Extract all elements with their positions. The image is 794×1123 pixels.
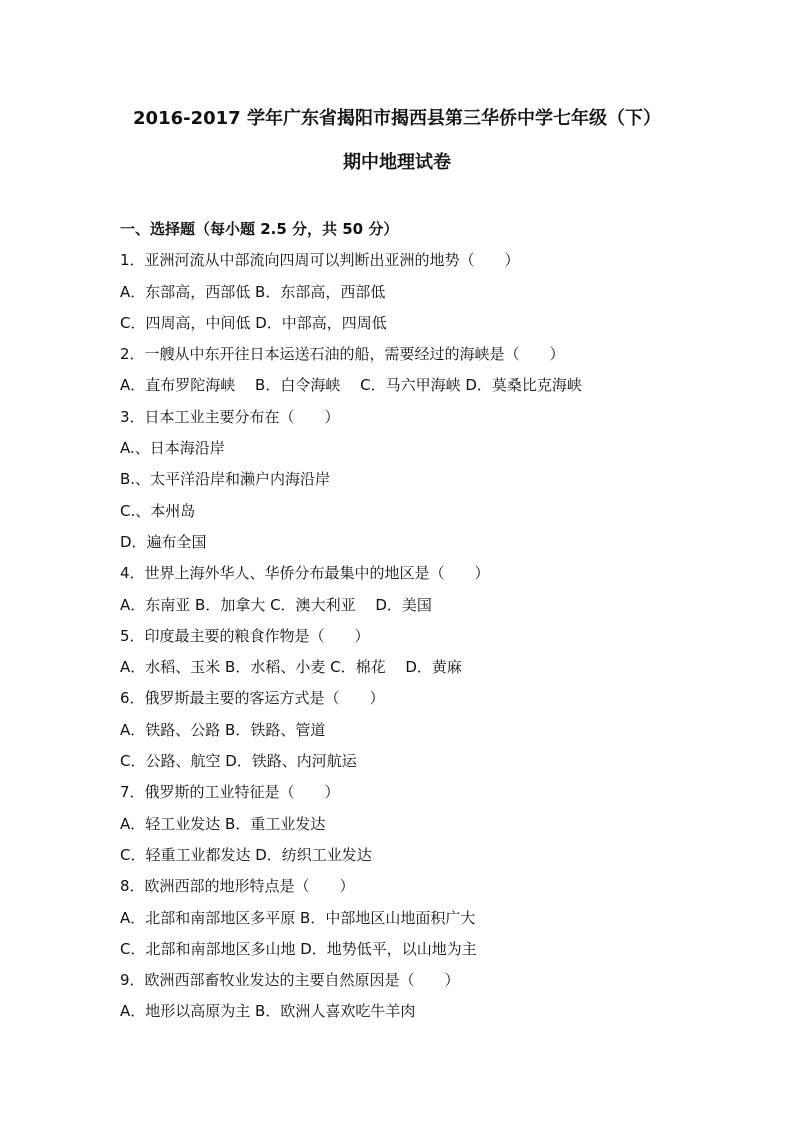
- option-line: C．公路、航空 D．铁路、内河航运: [120, 752, 357, 771]
- question-line: 7．俄罗斯的工业特征是（ ）: [120, 783, 340, 802]
- option-line: A.、日本海沿岸: [120, 439, 225, 458]
- option-line: A．地形以高原为主 B．欧洲人喜欢吃牛羊肉: [120, 1002, 416, 1021]
- question-line: 8．欧洲西部的地形特点是（ ）: [120, 877, 355, 896]
- question-line: 3．日本工业主要分布在（ ）: [120, 407, 340, 426]
- option-line: A．东南亚 B．加拿大 C．澳大利亚 D．美国: [120, 595, 432, 614]
- question-line: 2．一艘从中东开往日本运送石油的船，需要经过的海峡是（ ）: [120, 345, 565, 364]
- question-line: 4．世界上海外华人、华侨分布最集中的地区是（ ）: [120, 564, 490, 583]
- question-line: 6．俄罗斯最主要的客运方式是（ ）: [120, 689, 385, 708]
- document-title-line-1: 2016-2017 学年广东省揭阳市揭西县第三华侨中学七年级（下）: [133, 108, 661, 129]
- option-line: A．北部和南部地区多平原 B．中部地区山地面积广大: [120, 908, 476, 927]
- option-line: C.、本州岛: [120, 501, 196, 520]
- option-line: C．北部和南部地区多山地 D．地势低平，以山地为主: [120, 939, 477, 958]
- question-line: 9．欧洲西部畜牧业发达的主要自然原因是（ ）: [120, 971, 460, 990]
- option-line: A．水稻、玉米 B．水稻、小麦 C．棉花 D．黄麻: [120, 658, 462, 677]
- option-line: C．轻重工业都发达 D．纺织工业发达: [120, 845, 372, 864]
- option-line: A．铁路、公路 B．铁路、管道: [120, 720, 326, 739]
- question-line: 1．亚洲河流从中部流向四周可以判断出亚洲的地势（ ）: [120, 251, 520, 270]
- option-line: A．直布罗陀海峡 B．白令海峡 C．马六甲海峡 D．莫桑比克海峡: [120, 376, 582, 395]
- section-heading: 一、选择题（每小题 2.5 分，共 50 分）: [120, 220, 399, 238]
- option-line: A．轻工业发达 B．重工业发达: [120, 814, 326, 833]
- option-line: A．东部高，西部低 B．东部高，西部低: [120, 282, 386, 301]
- question-line: 5．印度最主要的粮食作物是（ ）: [120, 626, 370, 645]
- question-list: [120, 214, 740, 1028]
- document-title-line-2: 期中地理试卷: [343, 152, 451, 173]
- option-line: D．遍布全国: [120, 532, 207, 551]
- option-line: B.、太平洋沿岸和濑户内海沿岸: [120, 470, 331, 489]
- option-line: C．四周高，中间低 D．中部高，四周低: [120, 313, 387, 332]
